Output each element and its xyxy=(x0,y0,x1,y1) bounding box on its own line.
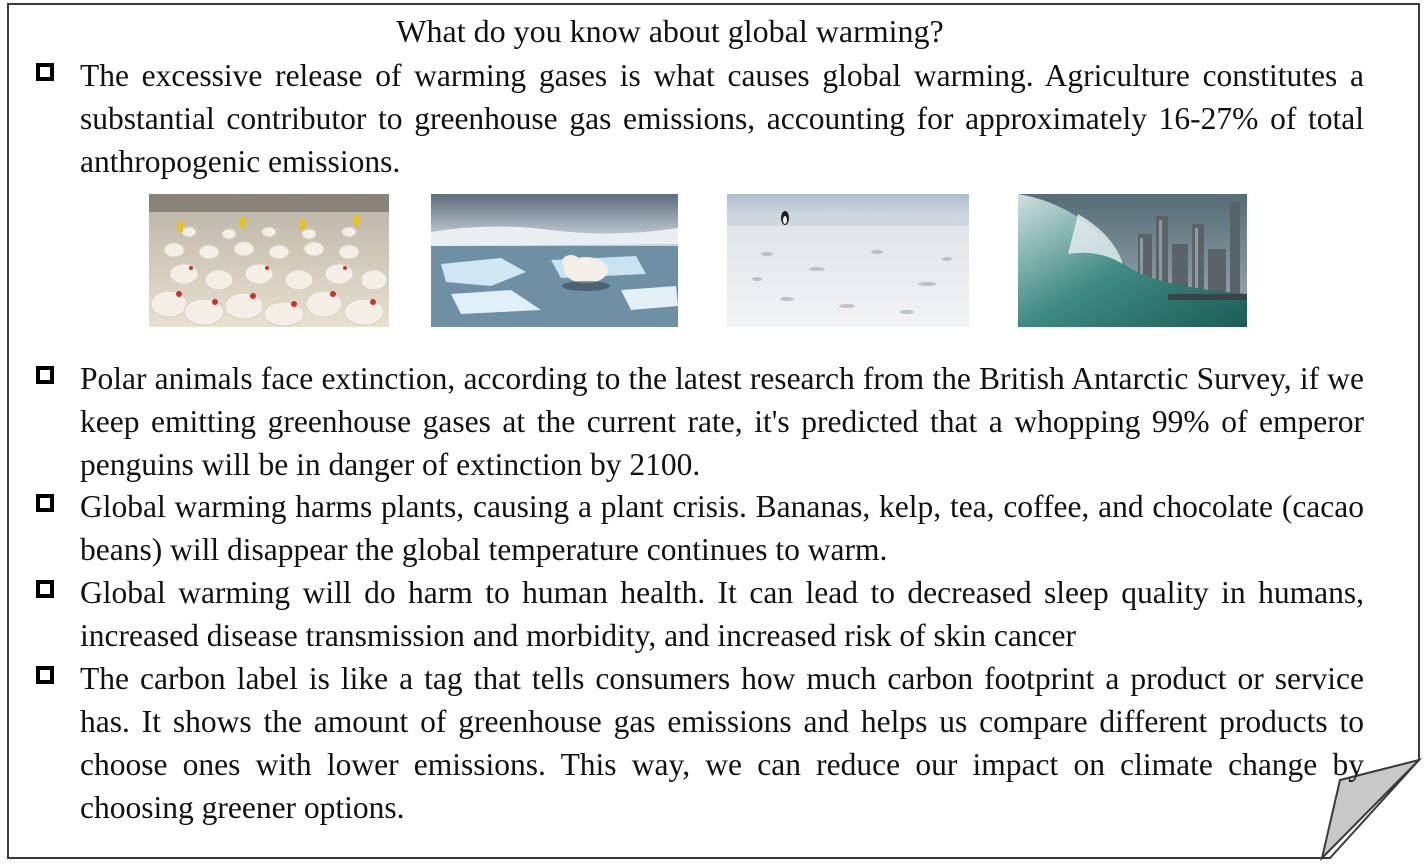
photo-strip xyxy=(0,194,1427,327)
item-text: The carbon label is like a tag that tells consumers how much carbon footprint a product or service has. It shows the amount of greenhouse gas emissions and helps us compare different products to choose ones with lower emissions. This way, we can reduce our impact on climate change by choosing greener options. xyxy=(80,661,1364,825)
polar-bear-ice-photo xyxy=(431,194,678,327)
tsunami-city-photo xyxy=(1018,194,1247,327)
checkbox-icon[interactable] xyxy=(36,666,54,684)
checkbox-icon[interactable] xyxy=(36,580,54,598)
bullet-item-5 xyxy=(36,657,1364,829)
bullet-item-3 xyxy=(36,485,1364,571)
checkbox-icon[interactable] xyxy=(36,494,54,512)
item-text: Polar animals face extinction, according to the latest research from the British Antarctic Survey, if we keep emitting greenhouse gases at the current rate, it's predicted that a whopping 99% of emperor penguins will be in danger of extinction by 2100. xyxy=(80,361,1364,482)
checkbox-icon[interactable] xyxy=(36,63,54,81)
page-title: What do you know about global warming? xyxy=(396,13,944,49)
item-text: Global warming will do harm to human health. It can lead to decreased sleep quality in humans, increased disease transmission and morbidity, and increased risk of skin cancer xyxy=(80,575,1364,653)
bullet-item-4 xyxy=(36,571,1364,657)
checkbox-icon[interactable] xyxy=(36,366,54,384)
item-text: Global warming harms plants, causing a plant crisis. Bananas, kelp, tea, coffee, and chocolate (cacao beans) will disappear the global temperature continues to warm. xyxy=(80,489,1364,567)
bullet-item-1 xyxy=(36,54,1364,183)
item-text: The excessive release of warming gases is what causes global warming. Agriculture constitutes a substantial contributor to greenhouse gas emissions, accounting for approximately 16-27% of total anthropogenic emissions. xyxy=(80,58,1364,179)
chicken-farm-photo xyxy=(149,194,389,327)
penguin-snow-photo xyxy=(727,194,969,327)
bullet-item-2 xyxy=(36,357,1364,486)
